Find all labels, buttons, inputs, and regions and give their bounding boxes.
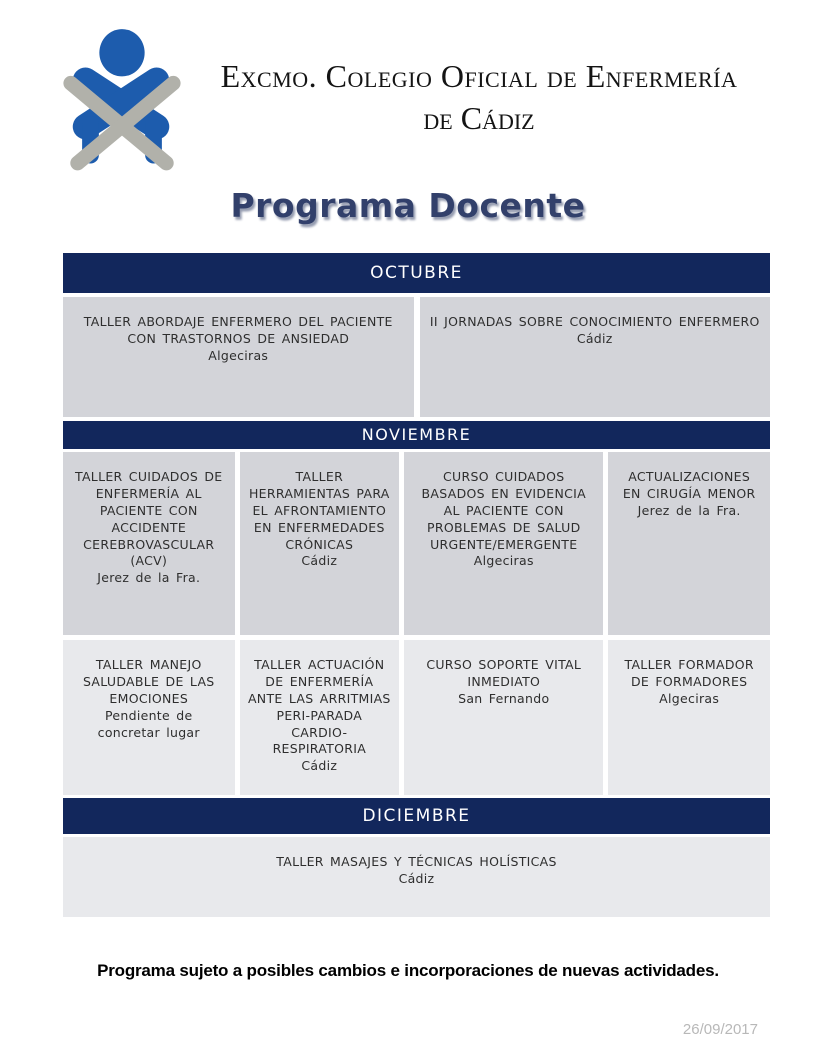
course-location: San Fernando [458,690,550,706]
octubre-row [63,297,770,417]
course-title: CURSO CUIDADOS BASADOS EN EVIDENCIA AL PACIENTE CON PROBLEMAS DE SALUD URGENTE/EMERGENTE [421,469,586,552]
course-title: ACTUALIZACIONES EN CIRUGÍA MENOR [622,469,756,501]
course-location: Algeciras [473,553,534,569]
month-header-noviembre: NOVIEMBRE [63,421,770,449]
course-cell [63,452,235,635]
course-cell [608,452,770,635]
organization-name-line1: Excmo. Colegio Oficial de Enfermería [220,58,738,94]
course-title: CURSO SOPORTE VITAL INMEDIATO [426,657,582,689]
course-title: TALLER HERRAMIENTAS PARA EL AFRONTAMIENTO EN ENFERMEDADES CRÓNICAS [248,469,390,552]
program-table [63,253,770,917]
course-title: TALLER ABORDAJE ENFERMERO DEL PACIENTE CON TRASTORNOS DE ANSIEDAD [83,314,393,346]
course-cell [240,640,400,795]
course-title: II JORNADAS SOBRE CONOCIMIENTO ENFERMERO [429,314,760,329]
course-title: TALLER CUIDADOS DE ENFERMERÍA AL PACIENTE CON ACCIDENTE CEREBROVASCULAR (ACV) [74,469,223,569]
course-location: Pendiente de concretar lugar [97,707,200,740]
organization-name-line2: de Cádiz [423,100,535,136]
course-title: TALLER ACTUACIÓN DE ENFERMERÍA ANTE LAS ARRITMIAS PERI-PARADA CARDIO-RESPIRATORIA [247,657,391,757]
course-location: Jerez de la Fra. [97,570,201,586]
course-location: Jerez de la Fra. [637,502,741,518]
footer-disclaimer: Programa sujeto a posibles cambios e incorporaciones de nuevas actividades. [97,961,719,980]
noviembre-row-1 [63,452,770,635]
diciembre-row [63,837,770,917]
course-location: Algeciras [659,690,720,706]
colegio-enfermeria-logo-icon [58,26,188,174]
course-location: Cádiz [576,330,613,346]
page-title: Programa Docente [230,186,586,225]
course-cell [63,297,414,417]
course-location: Algeciras [208,347,269,363]
course-cell [608,640,770,795]
document-date: 26/09/2017 [682,1021,758,1038]
noviembre-row-2 [63,640,770,795]
course-title: TALLER MANEJO SALUDABLE DE LAS EMOCIONES [82,657,215,706]
course-location: Cádiz [301,553,338,569]
course-cell [240,452,400,635]
course-location: Cádiz [301,758,338,774]
course-cell [404,640,603,795]
course-cell [420,297,771,417]
course-title: TALLER FORMADOR DE FORMADORES [624,657,754,689]
course-title: TALLER MASAJES Y TÉCNICAS HOLÍSTICAS [276,854,557,869]
month-header-diciembre: DICIEMBRE [63,798,770,834]
month-header-octubre: OCTUBRE [63,253,770,293]
course-cell [63,640,235,795]
document-header [0,0,816,174]
organization-name [188,26,770,138]
course-cell [63,837,770,917]
course-cell [404,452,603,635]
course-location: Cádiz [398,870,435,886]
